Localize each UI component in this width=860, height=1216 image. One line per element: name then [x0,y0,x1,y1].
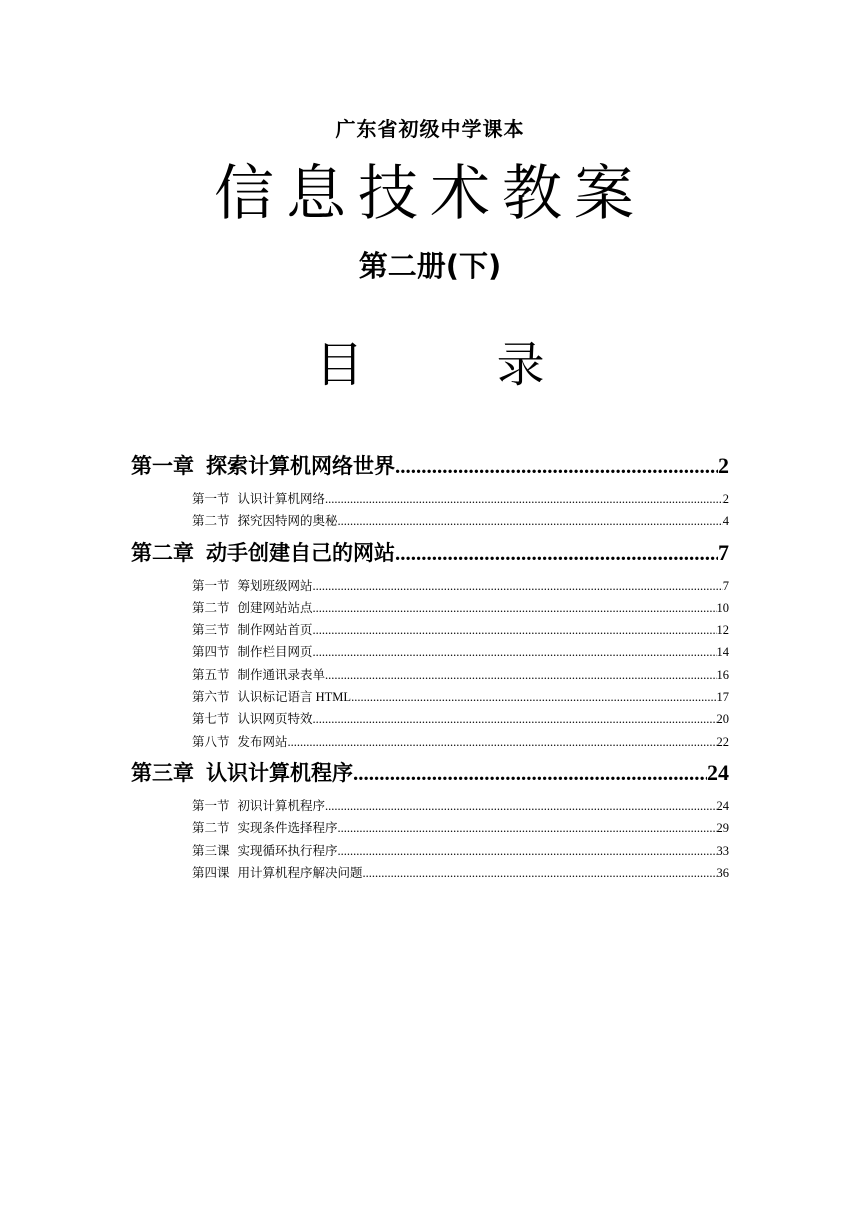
toc-section-entry[interactable] [192,708,729,730]
section-page-number: 7 [722,578,729,593]
dot-leader [313,597,717,619]
section-title: 探究因特网的奥秘 [237,514,338,529]
section-number: 第二节 [192,600,230,615]
toc-section-entry[interactable] [192,862,729,884]
toc-section-entry[interactable] [192,641,729,663]
section-page-number: 22 [716,734,729,749]
chapter-heading [131,537,395,569]
document-title: 信息技术教案 [214,159,646,229]
chapter-number: 第一章 [131,454,194,478]
dot-leader [338,840,717,862]
dot-leader [325,664,716,686]
toc-section-entry[interactable] [192,795,729,817]
section-number: 第一节 [192,492,230,506]
section-heading [192,731,288,753]
toc-section-entry[interactable] [192,488,729,510]
section-title: 认识标记语言 HTML [237,690,352,705]
section-title: 认识计算机网络 [237,492,326,506]
section-title: 制作网站首页 [237,623,313,638]
dot-leader [288,731,717,753]
section-page-number: 33 [716,843,729,858]
section-heading [192,840,338,862]
chapter-heading [131,757,353,789]
section-page-number: 12 [716,623,729,638]
toc-section-entry[interactable] [192,664,729,686]
toc-section-entry[interactable] [192,619,729,641]
chapter-number: 第二章 [131,540,194,565]
section-heading [192,708,313,730]
section-title: 筹划班级网站 [237,578,313,593]
toc-section-entry[interactable] [192,686,729,708]
toc-section-entry[interactable] [192,510,729,532]
section-number: 第三节 [192,623,230,638]
section-page-number: 24 [716,798,729,813]
section-title: 用计算机程序解决问题 [237,865,363,880]
section-number: 第五节 [192,667,230,682]
section-number: 第一节 [192,798,230,813]
chapter-title: 动手创建自己的网站 [206,540,395,565]
section-heading [192,686,351,708]
chapter-page-number: 7 [718,539,729,565]
dot-leader [338,817,717,839]
dot-leader [363,862,717,884]
section-number: 第二节 [192,514,230,529]
toc-section-entry[interactable] [192,597,729,619]
toc-section-entry[interactable] [192,731,729,753]
section-heading [192,641,313,663]
volume-label: 第二册(下) [358,249,502,283]
section-title: 创建网站站点 [237,600,313,615]
dot-leader [351,686,716,708]
dot-leader [395,450,718,482]
toc-chapter-entry[interactable] [131,537,729,569]
section-number: 第四节 [192,645,230,660]
dot-leader [325,488,723,510]
toc-heading: 目 录 [315,337,545,393]
section-page-number: 14 [716,645,729,660]
dot-leader [395,537,718,569]
section-heading [192,619,313,641]
section-title: 制作栏目网页 [237,645,313,660]
section-heading [192,862,363,884]
section-page-number: 10 [716,600,729,615]
section-page-number: 36 [716,865,729,880]
section-title: 发布网站 [237,734,288,749]
section-number: 第一节 [192,578,230,593]
section-title: 认识网页特效 [237,712,313,727]
section-number: 第三课 [192,843,230,858]
section-heading [192,795,325,817]
section-number: 第二节 [192,821,230,836]
dot-leader [313,708,717,730]
dot-leader [313,619,717,641]
section-page-number: 4 [722,514,729,529]
section-title: 实现条件选择程序 [237,821,338,836]
toc-chapter-entry[interactable] [131,757,729,789]
section-page-number: 29 [716,821,729,836]
textbook-subtitle: 广东省初级中学课本 [335,117,525,141]
dot-leader [313,575,723,597]
section-page-number: 20 [716,712,729,727]
dot-leader [338,510,723,532]
table-of-contents [131,450,729,884]
section-page-number: 16 [716,667,729,682]
section-page-number: 2 [722,492,729,506]
toc-section-entry[interactable] [192,575,729,597]
section-page-number: 17 [716,690,729,705]
section-heading [192,664,325,686]
chapter-number: 第三章 [131,760,194,785]
section-number: 第四课 [192,865,230,880]
toc-chapter-entry[interactable] [131,450,729,482]
section-heading [192,575,313,597]
section-title: 实现循环执行程序 [237,843,338,858]
dot-leader [313,641,717,663]
section-heading [192,510,338,532]
chapter-heading [131,450,395,482]
section-number: 第七节 [192,712,230,727]
dot-leader [353,757,707,789]
toc-section-entry[interactable] [192,840,729,862]
section-number: 第八节 [192,734,230,749]
section-number: 第六节 [192,690,230,705]
dot-leader [325,795,716,817]
section-heading [192,488,325,510]
chapter-page-number: 24 [707,759,729,785]
section-title: 制作通讯录表单 [237,667,326,682]
section-heading [192,817,338,839]
chapter-page-number: 2 [718,453,729,478]
section-title: 初识计算机程序 [237,798,326,813]
toc-section-entry[interactable] [192,817,729,839]
section-heading [192,597,313,619]
chapter-title: 探索计算机网络世界 [206,454,395,478]
chapter-title: 认识计算机程序 [206,760,353,785]
